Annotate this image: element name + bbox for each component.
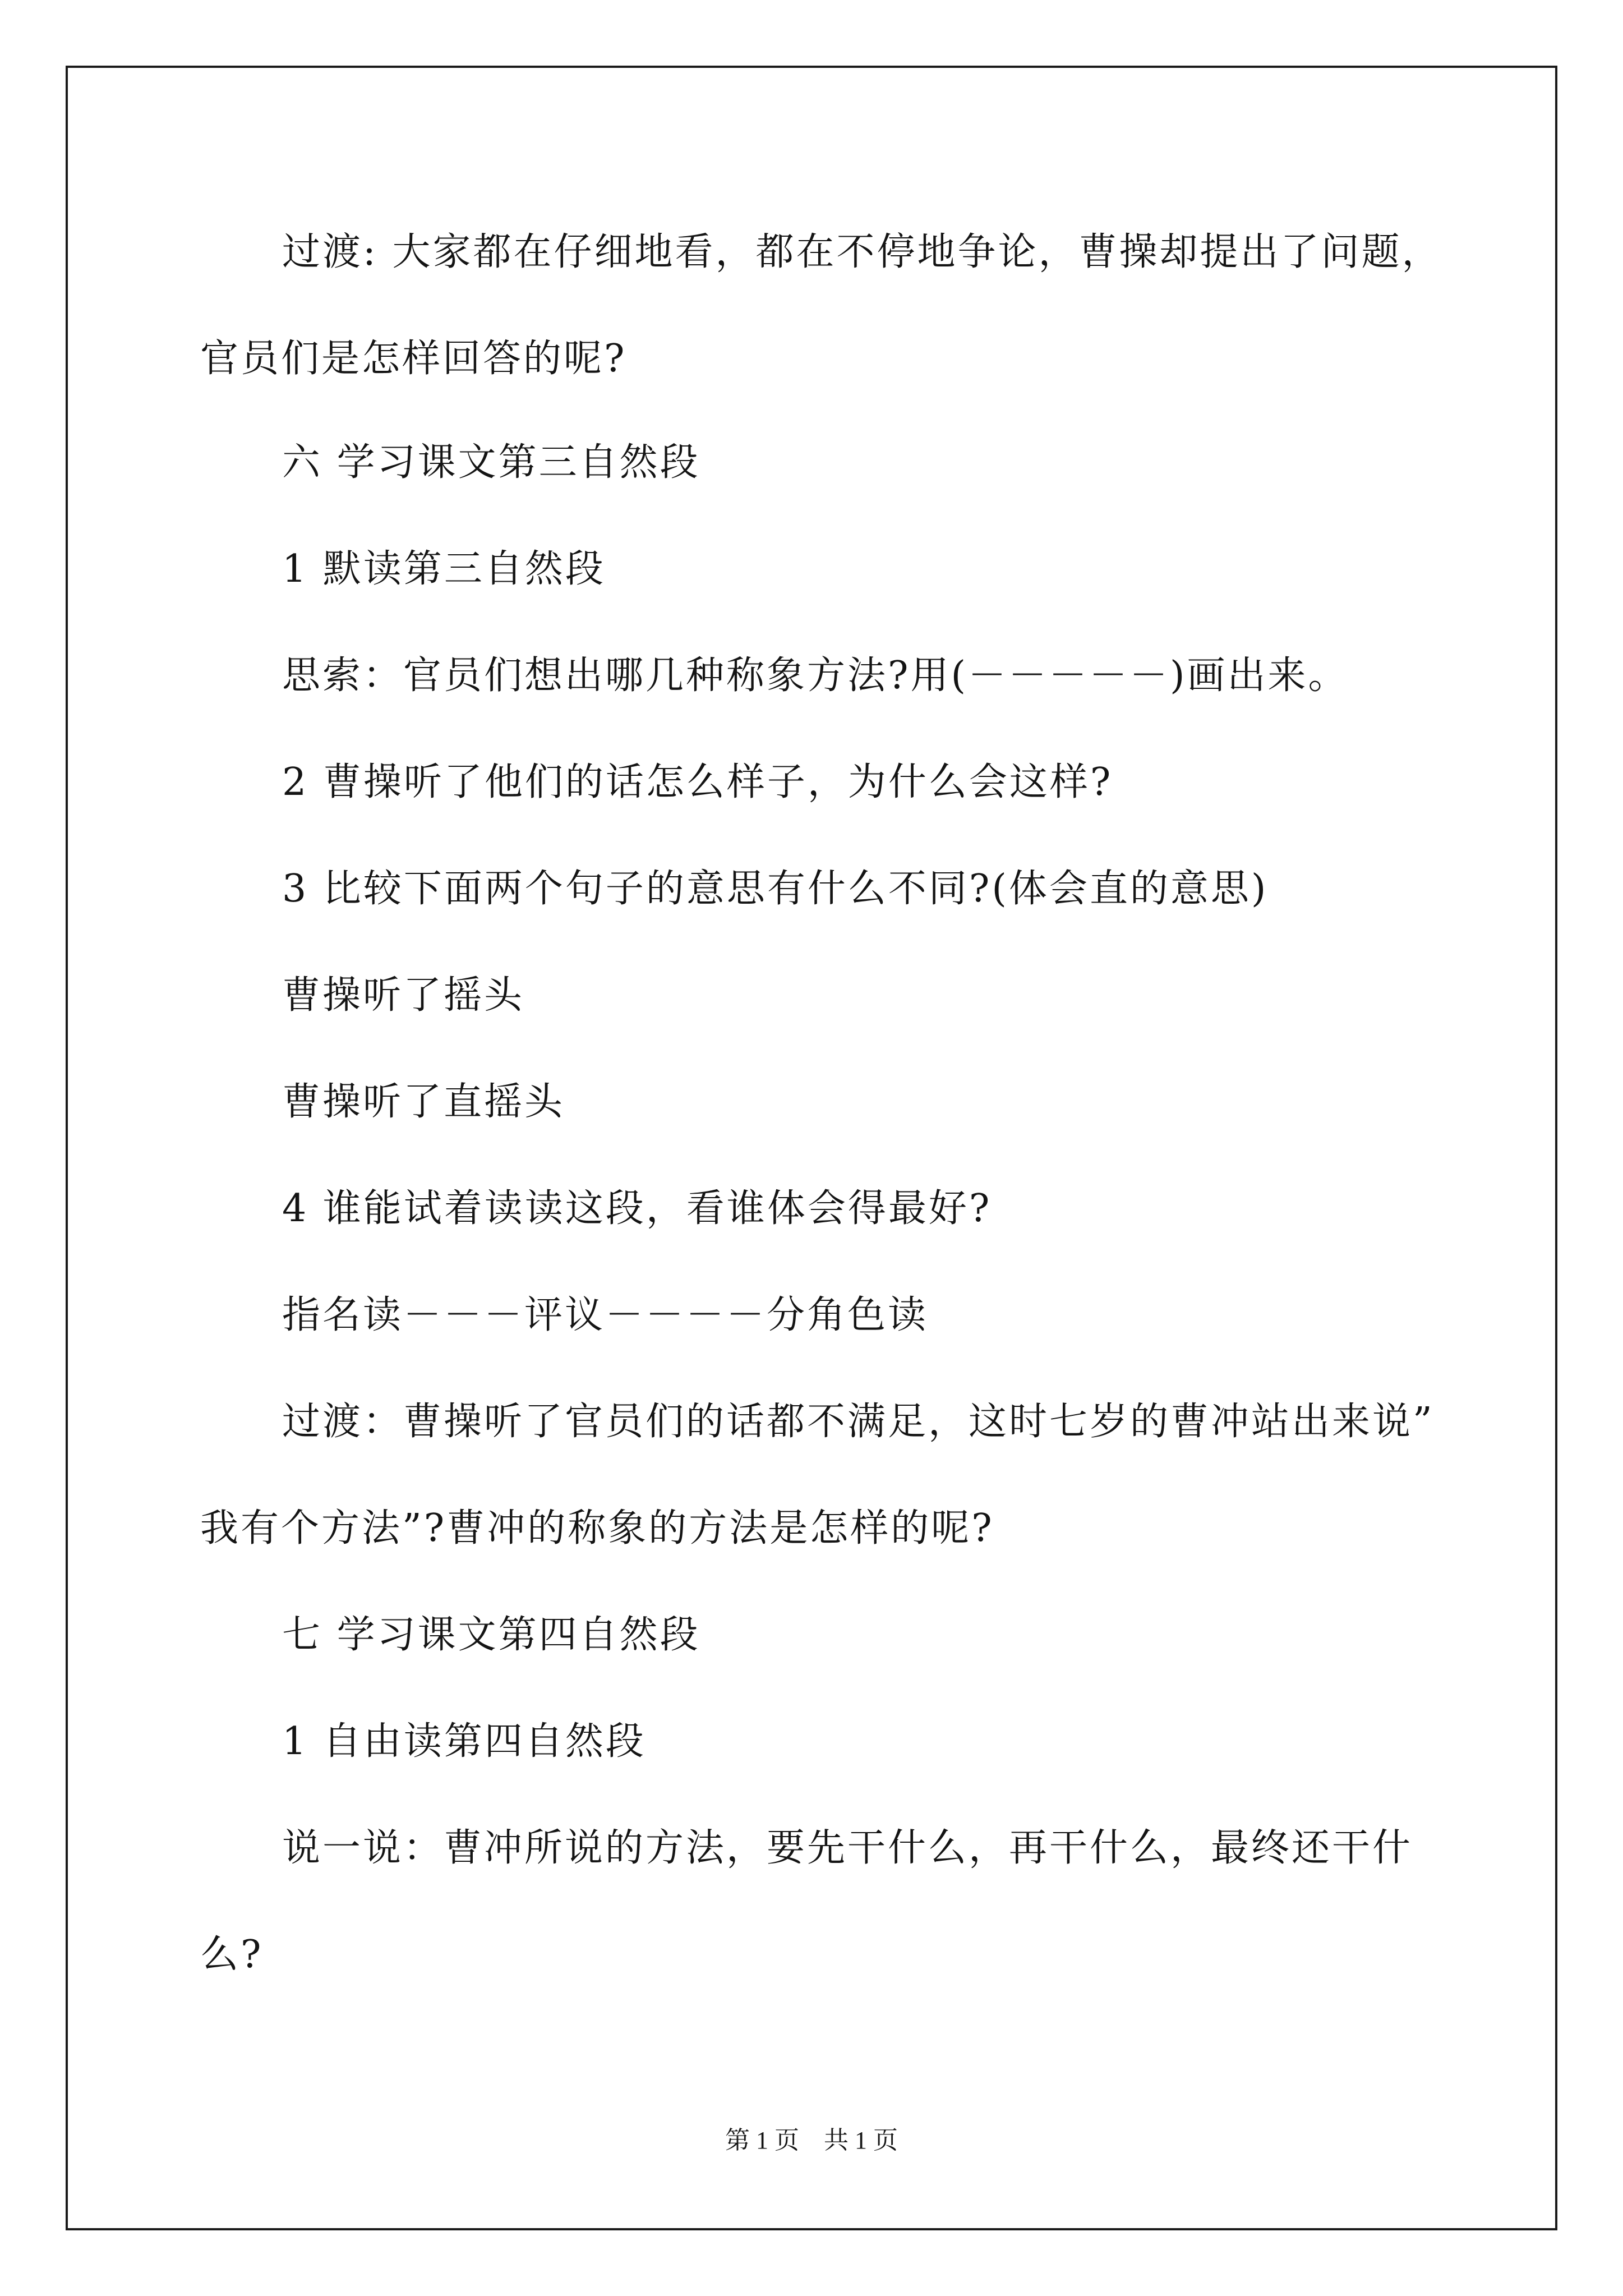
- paragraph-line: 么?: [200, 1932, 264, 1977]
- example-sentence: 曹操听了直摇头: [282, 1080, 565, 1124]
- page-number: 第 1 页 共 1 页: [725, 2127, 898, 2154]
- list-item: 1 默读第三自然段: [282, 547, 606, 591]
- paragraph-line: 指名读－－－评议－－－－分角色读: [282, 1293, 929, 1337]
- paragraph-line: 说一说：曹冲所说的方法，要先干什么，再干什么，最终还干什: [282, 1826, 1413, 1870]
- list-item: 2 曹操听了他们的话怎么样子，为什么会这样?: [282, 760, 1113, 804]
- paragraph-line: 思索：官员们想出哪几种称象方法?用(－－－－－)画出来。: [282, 654, 1349, 698]
- section-heading: 七 学习课文第四自然段: [282, 1613, 700, 1657]
- list-item: 3 比较下面两个句子的意思有什么不同?(体会直的意思): [282, 867, 1269, 911]
- list-item: 4 谁能试着读读这段，看谁体会得最好?: [282, 1186, 992, 1231]
- paragraph-line: 过渡: 大家都在仔细地看，都在不停地争论，曹操却提出了问题，: [282, 230, 1442, 274]
- list-item: 1 自由读第四自然段: [282, 1719, 646, 1764]
- paragraph-line: 官员们是怎样回答的呢?: [200, 337, 627, 381]
- example-sentence: 曹操听了摇头: [282, 973, 525, 1018]
- paragraph-line: 过渡：曹操听了官员们的话都不满足，这时七岁的曹冲站出来说”: [282, 1400, 1435, 1444]
- paragraph-line: 我有个方法”?曹冲的称象的方法是怎样的呢?: [200, 1506, 994, 1550]
- section-heading: 六 学习课文第三自然段: [282, 440, 700, 485]
